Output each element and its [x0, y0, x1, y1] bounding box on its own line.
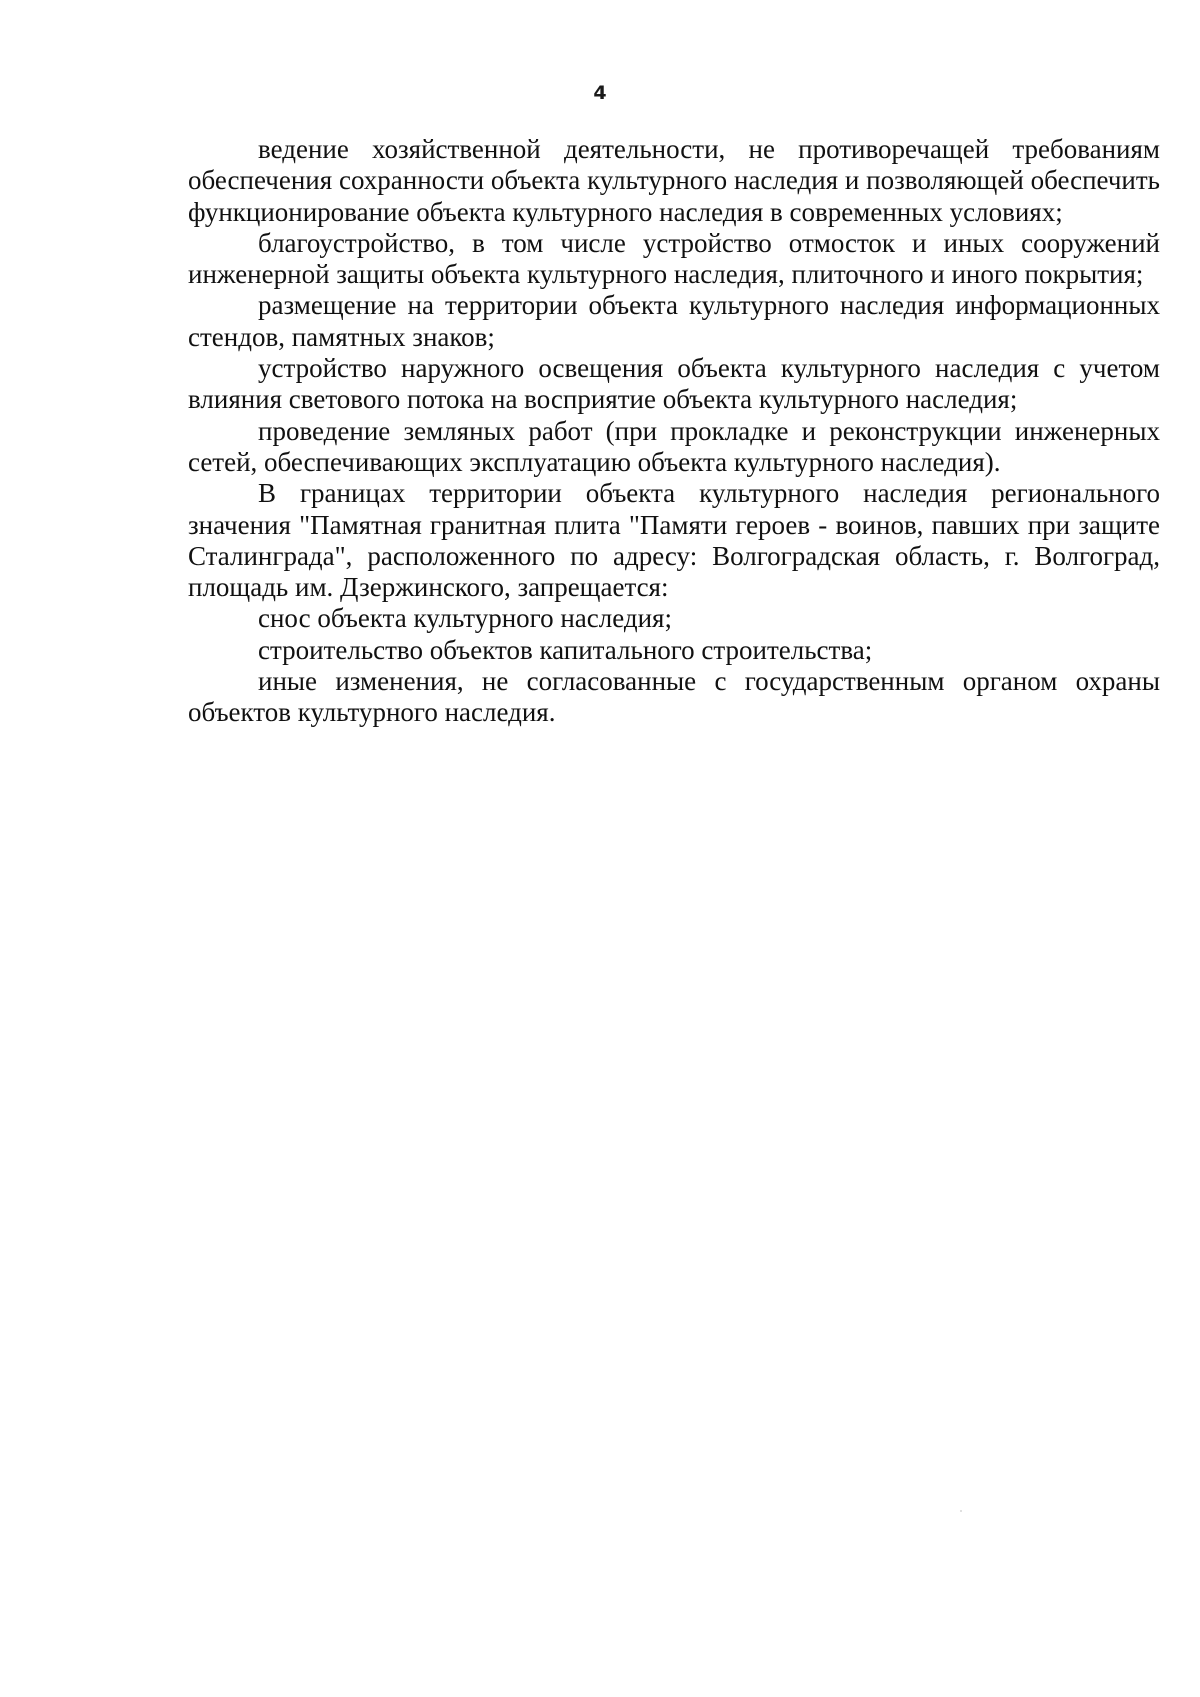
document-body — [188, 134, 1160, 729]
paragraph-landscaping: благоустройство, в том числе устройство отмосток и иных сооружений инженерной защиты объекта культурного наследия, плиточного и иного покрытия; — [188, 227, 1160, 290]
paragraph-capital-construction: строительство объектов капитального строительства; — [258, 634, 873, 665]
paragraph-outdoor-lighting: устройство наружного освещения объекта культурного наследия с учетом влияния светового потока на восприятие объекта культурного наследия; — [188, 353, 1160, 415]
paragraph-prohibitions-intro: В границах территории объекта культурного наследия регионального значения "Памятная гранитная плита "Памяти героев - воинов, павших при защите Сталинграда", расположенного по адресу: Волгоградская область, г. Волгоград, площадь им. Дзержинского, запрещается: — [188, 478, 1160, 603]
paragraph-economic-activity: ведение хозяйственной деятельности, не противоречащей требованиям обеспечения сохранности объекта культурного наследия и позволяющей обеспечить функционирование объекта культурного наследия в современных условиях; — [188, 134, 1160, 227]
paragraph-demolition: снос объекта культурного наследия; — [258, 603, 672, 634]
paragraph-other-changes: иные изменения, не согласованные с государственным органом охраны объектов культурного наследия. — [188, 666, 1160, 728]
paragraph-earthworks: проведение земляных работ (при прокладке и реконструкции инженерных сетей, обеспечивающих эксплуатацию объекта культурного наследия). — [188, 415, 1160, 477]
page-number: 4 — [593, 82, 607, 104]
scan-artifact — [960, 1510, 962, 1512]
paragraph-information-stands: размещение на территории объекта культурного наследия информационных стендов, памятных знаков; — [188, 290, 1160, 352]
